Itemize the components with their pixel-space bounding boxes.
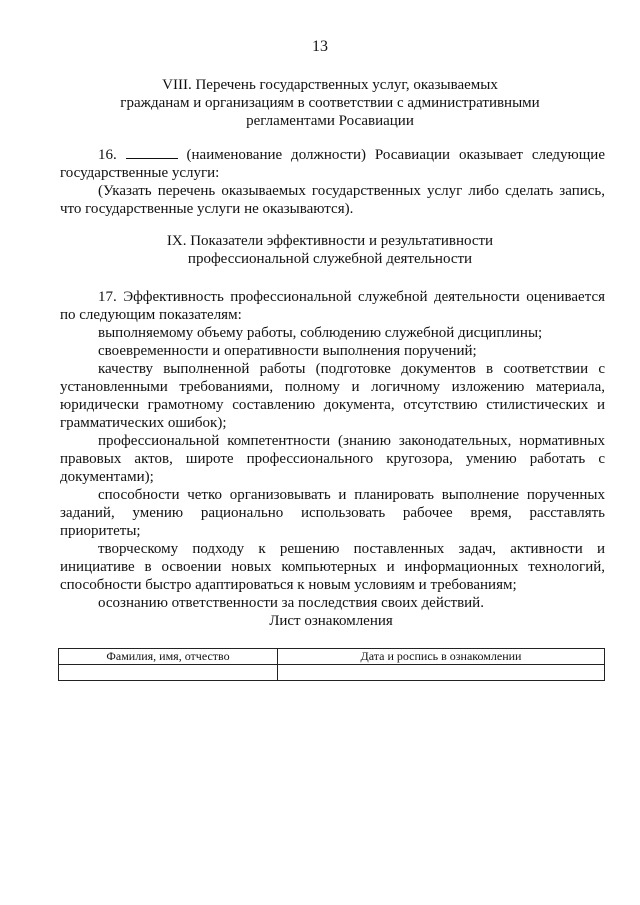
indicator-item: профессиональной компетентности (знанию законодательных, нормативных правовых актов, широте профессионального кругозора, умению работать с документами); [60,433,605,485]
indicator-item: способности четко организовывать и планировать выполнение порученных заданий, умению рационально использовать рабочее время, расставлять приоритеты; [60,487,605,539]
ack-column-name: Фамилия, имя, отчество [59,649,278,665]
section-9-heading [60,232,600,268]
ack-cell-name [59,665,278,681]
section-8-heading [60,76,600,130]
ack-sheet-title: Лист ознакомления [269,613,393,629]
heading-line: гражданам и организациям в соответствии с административными [120,95,540,111]
heading-line: VIII. Перечень государственных услуг, оказываемых [162,77,498,93]
paragraph-16 [60,146,605,182]
paragraph-17-intro: 17. Эффективность профессиональной служебной деятельности оценивается по следующим показателям: [60,289,605,323]
paragraph-16-text: (наименование должности) Росавиации оказывает следующие государственные услуги: [60,147,605,181]
paragraph-16-number: 16. [98,147,117,163]
paragraph-16-block [60,146,605,218]
indicator-item: творческому подходу к решению поставленных задач, активности и инициативе в освоении новых компьютерных и информационных технологий, способности быстро адаптироваться к новым условиям и требованиям; [60,541,605,593]
ack-column-date-signature: Дата и роспись в ознакомлении [278,649,605,665]
heading-line: IX. Показатели эффективности и результативности [166,233,494,249]
heading-line: регламентами Росавиации [246,113,414,129]
indicator-item: осознанию ответственности за последствия своих действий. [98,595,484,611]
page-number: 13 [312,38,328,55]
heading-line: профессиональной служебной деятельности [187,251,473,267]
ack-table [58,648,605,681]
paragraph-17-block [60,288,605,612]
ack-table-header-row [59,649,605,665]
paragraph-16-note: (Указать перечень оказываемых государственных услуг либо сделать запись, что государственные услуги не оказываются). [60,183,605,217]
blank-field-line [126,146,178,159]
ack-table-row [59,665,605,681]
indicator-item: своевременности и оперативности выполнения поручений; [98,343,477,359]
indicator-item: качеству выполненной работы (подготовке документов в соответствии с установленными требованиями, полному и логичному изложению материала, юридически грамотному составлению документа, отсутствию стилистических и грамматических ошибок); [60,361,605,431]
indicator-item: выполняемому объему работы, соблюдению служебной дисциплины; [98,325,543,341]
ack-cell-signature [278,665,605,681]
